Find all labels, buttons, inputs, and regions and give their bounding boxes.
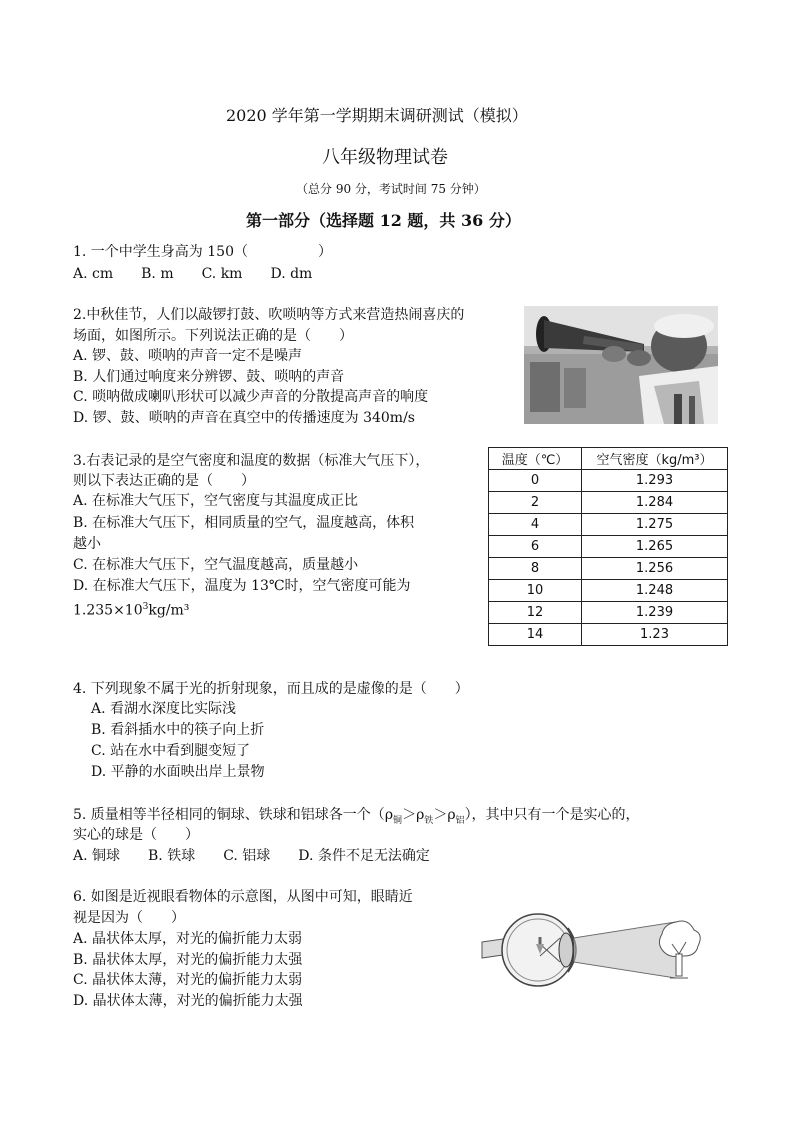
table-header-row bbox=[489, 448, 728, 470]
table-row bbox=[489, 514, 728, 536]
q4-option-a: A. 看湖水深度比实际浅 bbox=[91, 701, 237, 717]
table-row bbox=[489, 492, 728, 514]
temp-cell: 6 bbox=[489, 536, 582, 558]
q6-option-c: C. 晶状体太薄，对光的偏折能力太弱 bbox=[73, 972, 303, 988]
exam-note: （总分 90 分，考试时间 75 分钟） bbox=[296, 182, 486, 196]
temp-cell: 2 bbox=[489, 492, 582, 514]
rho-fe-sub: 铁 bbox=[424, 815, 434, 826]
table-row bbox=[489, 470, 728, 492]
q2-option-d: D. 锣、鼓、唢呐的声音在真空中的传播速度为 340m/s bbox=[73, 410, 415, 426]
q3-option-c: C. 在标准大气压下，空气温度越高，质量越小 bbox=[73, 557, 359, 573]
q3-d-unit: kg/m³ bbox=[148, 602, 190, 619]
q4-option-b: B. 看斜插水中的筷子向上折 bbox=[91, 722, 265, 738]
part-heading: 第一部分（选择题 12 题，共 36 分） bbox=[246, 211, 521, 230]
rho-cu-sub: 铜 bbox=[393, 815, 403, 826]
q2-option-b: B. 人们通过响度来分辨锣、鼓、唢呐的声音 bbox=[73, 369, 345, 385]
suona-player-photo bbox=[524, 306, 718, 424]
temp-cell: 8 bbox=[489, 558, 582, 580]
q3-option-d-line2 bbox=[73, 597, 189, 621]
q3-d-exponent: 3 bbox=[142, 602, 149, 612]
q1-stem: 1. 一个中学生身高为 150（ ） bbox=[73, 244, 332, 260]
density-table bbox=[488, 447, 728, 646]
q4-option-c: C. 站在水中看到腿变短了 bbox=[91, 743, 251, 759]
density-cell: 1.239 bbox=[582, 602, 728, 624]
temp-cell: 0 bbox=[489, 470, 582, 492]
density-cell: 1.248 bbox=[582, 580, 728, 602]
density-cell: 1.284 bbox=[582, 492, 728, 514]
q2-option-a: A. 锣、鼓、唢呐的声音一定不是噪声 bbox=[73, 348, 303, 364]
q6-option-d: D. 晶状体太薄，对光的偏折能力太强 bbox=[73, 993, 303, 1009]
temp-cell: 4 bbox=[489, 514, 582, 536]
density-cell: 1.275 bbox=[582, 514, 728, 536]
rho-cu: ρ bbox=[384, 807, 394, 823]
exam-subtitle: 八年级物理试卷 bbox=[322, 147, 448, 168]
q2-option-c: C. 唢呐做成喇叭形状可以减少声音的分散提高声音的响度 bbox=[73, 389, 429, 405]
rho-al: ρ bbox=[447, 807, 456, 823]
table-row bbox=[489, 624, 728, 646]
q3-stem-line1: 3.右表记录的是空气密度和温度的数据（标准大气压下）， bbox=[73, 453, 430, 469]
density-cell: 1.256 bbox=[582, 558, 728, 580]
q3-option-b-line1: B. 在标准大气压下，相同质量的空气，温度越高，体积 bbox=[73, 515, 415, 531]
density-cell: 1.265 bbox=[582, 536, 728, 558]
gt-1: ＞ bbox=[402, 807, 417, 823]
q6-stem-line2: 视是因为（ ） bbox=[73, 910, 185, 926]
q5-stem-post: ），其中只有一个是实心的， bbox=[464, 807, 640, 823]
density-cell: 1.23 bbox=[582, 624, 728, 646]
q3-option-a: A. 在标准大气压下，空气密度与其温度成正比 bbox=[73, 493, 359, 509]
table-row bbox=[489, 580, 728, 602]
q5-options: A. 铜球 B. 铁球 C. 铝球 D. 条件不足无法确定 bbox=[73, 848, 430, 864]
header-density: 空气密度（kg/m³） bbox=[582, 448, 728, 470]
density-cell: 1.293 bbox=[582, 470, 728, 492]
q5-stem-pre: 5. 质量相等半径相同的铜球、铁球和铝球各一个（ bbox=[73, 807, 385, 823]
q2-stem-line2: 场面，如图所示。下列说法正确的是（ ） bbox=[73, 328, 353, 344]
q3-option-b-line2: 越小 bbox=[73, 536, 101, 552]
q4-option-d: D. 平静的水面映出岸上景物 bbox=[91, 764, 265, 780]
table-row bbox=[489, 558, 728, 580]
q5-stem-line2: 实心的球是（ ） bbox=[73, 827, 199, 843]
temp-cell: 12 bbox=[489, 602, 582, 624]
q6-stem-line1: 6. 如图是近视眼看物体的示意图，从图中可知，眼睛近 bbox=[73, 889, 413, 905]
q3-d-value: 1.235×10 bbox=[73, 602, 143, 619]
table-row bbox=[489, 602, 728, 624]
q4-stem: 4. 下列现象不属于光的折射现象，而且成的是虚像的是（ ） bbox=[73, 681, 469, 697]
rho-fe: ρ bbox=[416, 807, 425, 823]
temp-cell: 10 bbox=[489, 580, 582, 602]
myopia-eye-diagram bbox=[480, 904, 720, 994]
exam-title: 2020 学年第一学期期末调研测试（模拟） bbox=[226, 106, 528, 125]
table-row bbox=[489, 536, 728, 558]
q2-stem-line1: 2.中秋佳节，人们以敲锣打鼓、吹唢呐等方式来营造热闹喜庆的 bbox=[73, 307, 465, 323]
q3-option-d-line1: D. 在标准大气压下，温度为 13℃时，空气密度可能为 bbox=[73, 578, 411, 594]
header-temperature: 温度（℃） bbox=[489, 448, 582, 470]
q6-option-a: A. 晶状体太厚，对光的偏折能力太弱 bbox=[73, 931, 303, 947]
gt-2: ＞ bbox=[433, 807, 448, 823]
rho-al-sub: 铝 bbox=[455, 815, 465, 826]
temp-cell: 14 bbox=[489, 624, 582, 646]
q3-stem-line2: 则以下表达正确的是（ ） bbox=[73, 473, 255, 489]
q1-options: A. cm B. m C. km D. dm bbox=[73, 266, 313, 282]
q6-option-b: B. 晶状体太厚，对光的偏折能力太强 bbox=[73, 952, 303, 968]
